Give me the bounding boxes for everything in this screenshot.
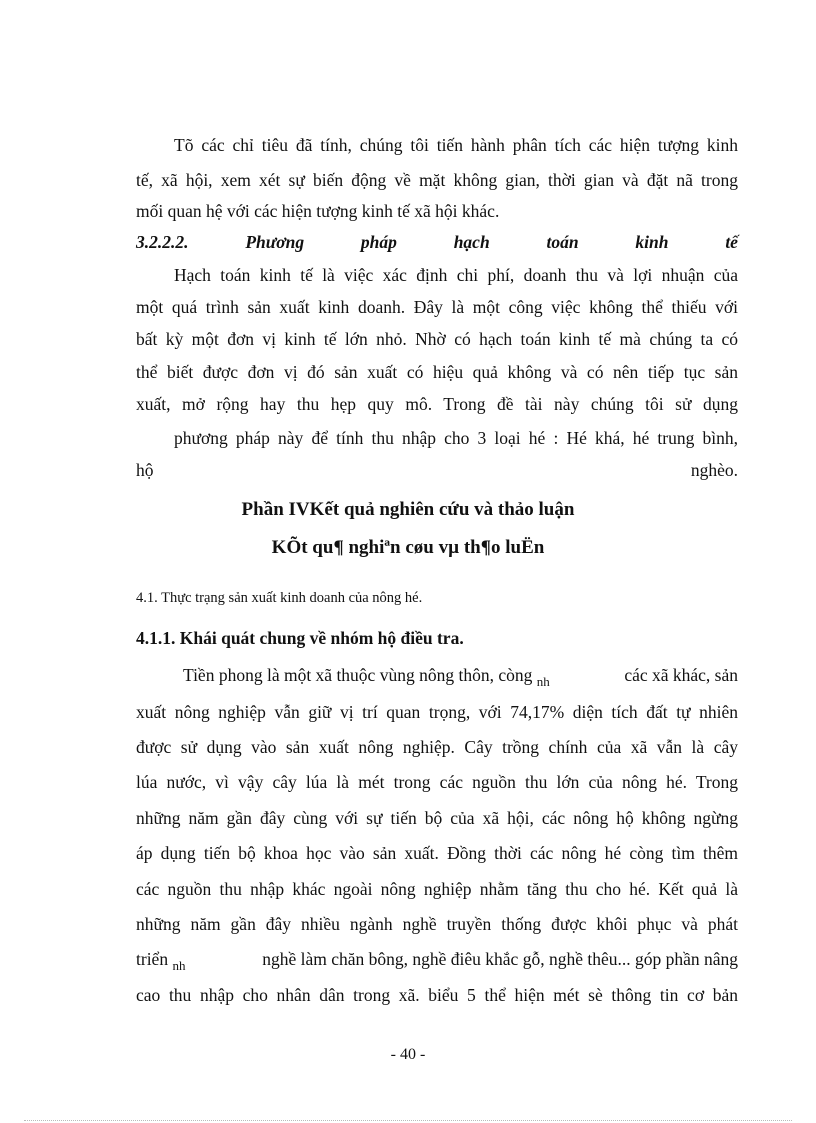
para3-line9-sub: nh	[172, 958, 186, 973]
para1-line3: mối quan hệ với các hiện tượng kinh tế xã hội khác.	[136, 201, 500, 221]
section-41-heading: 4.1. Thực trạng sản xuất kinh doanh của nông hé.	[136, 590, 423, 606]
para3-line6: áp dụng tiến bộ khoa học vào sản xuất. Đồng thời các nông hé còng tìm thêm	[136, 843, 738, 863]
para3-line5: những năm gần đây cùng với sự tiến bộ của xã hội, các nông hộ không ngừng	[136, 808, 738, 828]
para1-line1: Tõ các chỉ tiêu đã tính, chúng tôi tiến hành phân tích các hiện tượng kinh	[174, 135, 738, 155]
para3-line10: cao thu nhập cho nhân dân trong xã. biểu 5 thể hiện mét sè thông tin cơ bản	[136, 985, 738, 1005]
para3-line1-sub: nh	[536, 674, 550, 689]
para3-line9-a: triển	[136, 949, 169, 969]
heading-word: Phương	[245, 232, 305, 252]
page-number: - 40 -	[390, 1046, 426, 1063]
heading-word: 3.2.2.2.	[136, 232, 189, 252]
para3-line1-a: Tiền phong là một xã thuộc vùng nông thôn, còng	[183, 665, 533, 685]
heading-word: toán	[546, 232, 579, 252]
part-title: Phần IVKết quả nghiên cứu và thảo luận	[241, 499, 575, 520]
para2-line5: xuất, mở rộng hay thu hẹp quy mô. Trong đề tài này chúng tôi sử dụng	[136, 394, 738, 414]
para3-line4: lúa nước, vì vậy cây lúa là mét trong các nguồn thu lớn của nông hé. Trong	[136, 772, 738, 792]
heading-word: hạch	[453, 232, 490, 252]
para3-line9	[136, 949, 738, 976]
para3-line1-b: các xã khác, sản	[624, 665, 738, 685]
para3-line8: những năm gần đây nhiều ngành nghề truyền thống được khôi phục và phát	[136, 914, 738, 934]
para2-line6: phương pháp này để tính thu nhập cho 3 loại hé : Hé khá, hé trung bình,	[174, 428, 738, 448]
heading-3222	[136, 231, 738, 253]
para3-line7: các nguồn thu nhập khác ngoài nông nghiệp nhằm tăng thu cho hé. Kết quả là	[136, 879, 738, 899]
page-bottom-divider	[24, 1120, 792, 1121]
part-title-garbled: KÕt qu¶ nghiªn cøu vµ th¶o luËn	[271, 537, 545, 558]
para3-line1	[183, 665, 738, 692]
para2-line7-right: nghèo.	[690, 460, 738, 480]
heading-word: kinh	[635, 232, 669, 252]
section-411-heading: 4.1.1. Khái quát chung về nhóm hộ điều tra.	[136, 628, 464, 648]
para2-line7-left: hộ	[136, 460, 154, 480]
para3-line9-b: nghề làm chăn bông, nghề điêu khắc gỗ, nghề thêu... góp phần nâng	[262, 949, 738, 969]
para2-line2: một quá trình sản xuất kinh doanh. Đây là một công việc không thể thiếu với	[136, 297, 738, 317]
para3-line3: được sử dụng vào sản xuất nông nghiệp. Cây trồng chính của xã vẫn là cây	[136, 737, 738, 757]
heading-word: pháp	[360, 232, 397, 252]
para2-line1: Hạch toán kinh tế là việc xác định chi phí, doanh thu và lợi nhuận của	[174, 265, 738, 285]
heading-word: tế	[725, 232, 738, 252]
para2-line3: bất kỳ một đơn vị kinh tế lớn nhỏ. Nhờ có hạch toán kinh tế mà chúng ta có	[136, 329, 738, 349]
para3-line2: xuất nông nghiệp vẫn giữ vị trí quan trọng, với 74,17% diện tích đất tự nhiên	[136, 702, 738, 722]
para2-line4: thể biết được đơn vị đó sản xuất có hiệu quả không và có nên tiếp tục sản	[136, 362, 738, 382]
para2-line7	[136, 459, 738, 481]
para1-line2: tế, xã hội, xem xét sự biến động về mặt không gian, thời gian và đặt nã trong	[136, 170, 738, 190]
